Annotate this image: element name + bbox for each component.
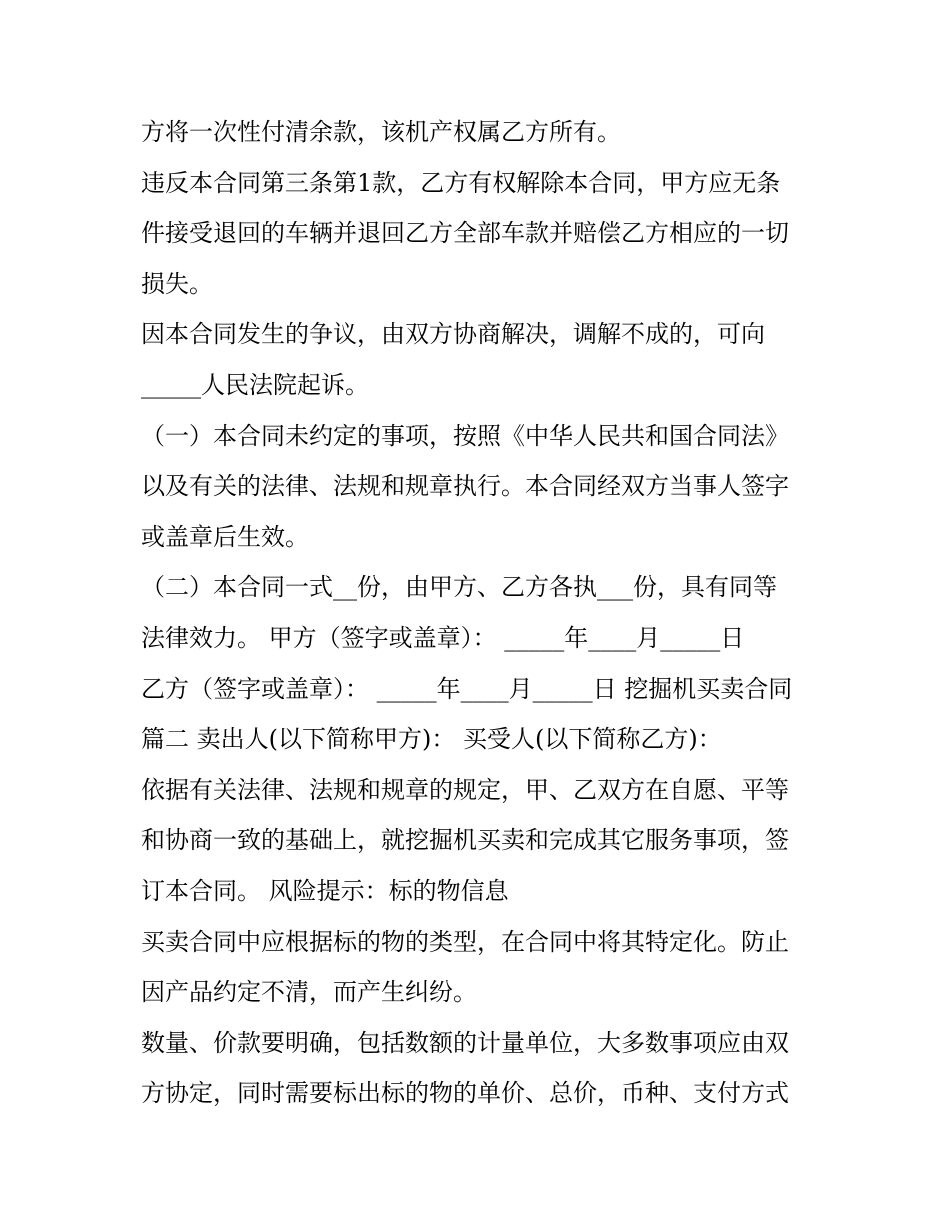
text-line: 以及有关的法律、法规和规章执行。本合同经双方当事人签字 [141,472,789,501]
text-line: 方将一次性付清余款，该机产权属乙方所有。 [141,118,621,146]
text-line: 数量、价款要明确，包括数额的计量单位，大多数事项应由双 [141,1028,789,1057]
text-line: （二）本合同一式__份，由甲方、乙方各执___份，具有同等 [141,573,777,602]
text-line: 损失。 [141,269,213,298]
text-line: 买卖合同中应根据标的物的类型，在合同中将其特定化。防止 [141,927,789,956]
text-line: 因本合同发生的争议，由双方协商解决，调解不成的，可向 [141,320,765,349]
text-line: 或盖章后生效。 [141,522,309,551]
text-line: （一）本合同未约定的事项，按照《中华人民共和国合同法》 [141,421,789,450]
text-line: 方协定，同时需要标出标的物的单价、总价，币种、支付方式 [141,1079,789,1108]
text-line: 依据有关法律、法规和规章的规定，甲、乙双方在自愿、平等 [141,775,789,804]
text-line: 订本合同。 风险提示：标的物信息 [141,876,509,905]
text-line: 违反本合同第三条第1款，乙方有权解除本合同，甲方应无条 [141,168,781,197]
text-line: 乙方（签字或盖章）： _____年____月_____日 挖掘机买卖合同 [141,674,793,703]
text-line: 因产品约定不清，而产生纠纷。 [141,978,477,1007]
text-line: 篇二 卖出人(以下简称甲方)： 买受人(以下简称乙方)： [141,725,722,754]
contract-text [141,107,821,1119]
text-line: _____人民法院起诉。 [141,370,369,399]
text-line: 法律效力。 甲方（签字或盖章）： _____年____月_____日 [141,623,745,652]
text-line: 件接受退回的车辆并退回乙方全部车款并赔偿乙方相应的一切 [141,219,789,248]
text-line: 和协商一致的基础上，就挖掘机买卖和完成其它服务事项，签 [141,826,789,855]
